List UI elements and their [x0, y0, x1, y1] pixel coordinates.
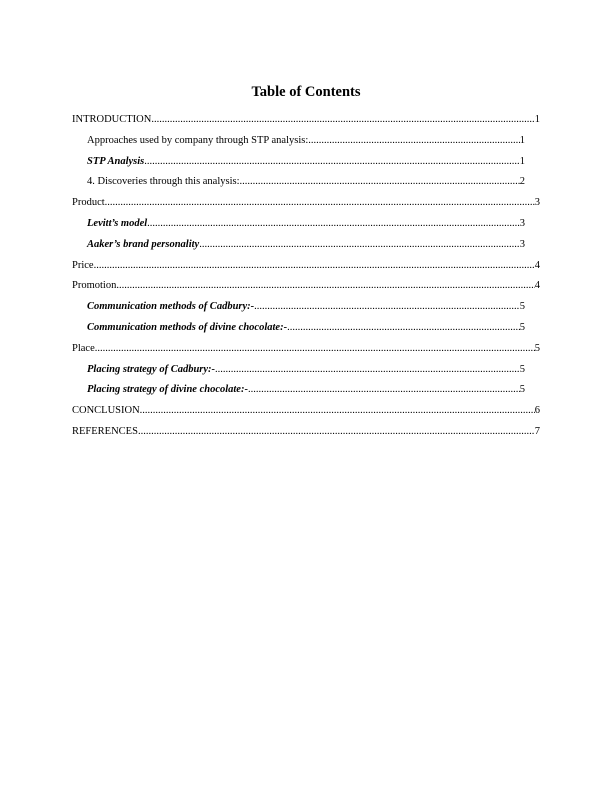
table-of-contents: [72, 113, 540, 446]
toc-entry[interactable]: [72, 300, 525, 321]
toc-entry[interactable]: [72, 383, 525, 404]
toc-page-number: 3: [519, 217, 525, 229]
toc-page-number: 3: [519, 238, 525, 250]
toc-entry-label: Promotion: [72, 280, 117, 292]
toc-dot-leader: [240, 175, 520, 189]
toc-entry-label: Placing strategy of divine chocolate:-: [87, 384, 248, 396]
toc-entry[interactable]: [72, 259, 540, 280]
toc-entry-label: Communication methods of divine chocolate:-: [87, 321, 288, 333]
toc-entry-label: Levitt’s model: [87, 217, 148, 229]
toc-title: Table of Contents: [251, 84, 361, 100]
toc-dot-leader: [287, 321, 520, 335]
toc-page-number: 6: [534, 405, 540, 417]
toc-dot-leader: [94, 259, 535, 273]
toc-entry[interactable]: [72, 217, 525, 238]
toc-page-number: 2: [519, 176, 525, 188]
toc-dot-leader: [199, 238, 520, 252]
toc-entry[interactable]: [72, 425, 540, 446]
toc-dot-leader: [144, 155, 519, 169]
toc-dot-leader: [138, 425, 535, 439]
toc-entry-label: Approaches used by company through STP analysis:: [87, 134, 309, 146]
toc-entry[interactable]: [72, 155, 525, 176]
toc-entry-label: Place: [72, 342, 95, 354]
toc-entry-label: INTRODUCTION: [72, 114, 152, 125]
toc-entry-label: REFERENCES: [72, 425, 138, 437]
toc-entry[interactable]: [72, 134, 525, 155]
toc-dot-leader: [95, 342, 535, 356]
toc-entry[interactable]: [72, 279, 540, 300]
toc-entry[interactable]: [72, 238, 525, 259]
toc-dot-leader: [116, 279, 534, 293]
toc-page-number: 5: [519, 301, 525, 313]
toc-entry-label: CONCLUSION: [72, 405, 140, 417]
toc-page-number: 5: [519, 321, 525, 333]
toc-entry[interactable]: [72, 342, 540, 363]
toc-page-number: 5: [519, 363, 525, 375]
toc-entry[interactable]: [72, 363, 525, 384]
toc-dot-leader: [215, 363, 520, 377]
toc-dot-leader: [248, 383, 520, 397]
toc-page-number: 5: [519, 384, 525, 396]
toc-entry-label: 4. Discoveries through this analysis:: [87, 176, 240, 188]
toc-dot-leader: [105, 196, 535, 210]
toc-page-number: 1: [519, 155, 525, 167]
toc-entry-label: Aaker’s brand personality: [87, 238, 200, 250]
toc-page-number: 1: [534, 114, 540, 125]
toc-page-number: 5: [534, 342, 540, 354]
toc-page-number: 1: [519, 134, 525, 146]
toc-page-number: 4: [534, 259, 540, 271]
toc-entry[interactable]: [72, 321, 525, 342]
toc-entry-label: STP Analysis: [87, 155, 145, 167]
toc-dot-leader: [140, 404, 535, 418]
toc-page-number: 3: [534, 197, 540, 209]
toc-page-number: 7: [534, 425, 540, 437]
toc-dot-leader: [151, 113, 534, 127]
toc-entry-label: Product: [72, 197, 105, 209]
toc-entry[interactable]: [72, 404, 540, 425]
toc-page-number: 4: [534, 280, 540, 292]
toc-entry[interactable]: [72, 175, 525, 196]
toc-dot-leader: [254, 300, 520, 314]
toc-dot-leader: [147, 217, 520, 231]
toc-entry-label: Communication methods of Cadbury:-: [87, 301, 255, 313]
toc-entry[interactable]: [72, 113, 540, 134]
toc-entry-label: Placing strategy of Cadbury:-: [87, 363, 216, 375]
toc-entry-label: Price: [72, 259, 94, 271]
toc-dot-leader: [308, 134, 520, 148]
toc-entry[interactable]: [72, 196, 540, 217]
